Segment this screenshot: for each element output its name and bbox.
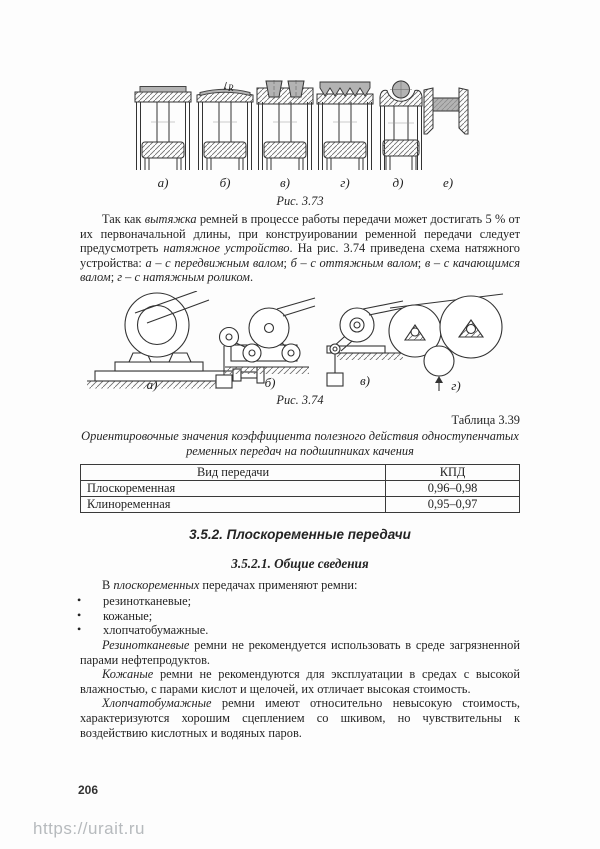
table-cell-type: Плоскоременная <box>81 480 386 496</box>
page-content <box>77 0 520 740</box>
bullet-marker: • <box>77 622 82 637</box>
fig373-caption: Рис. 3.73 <box>276 194 324 208</box>
radius-label: R <box>228 83 234 93</box>
list-item: • хлопчатобумажные. <box>77 622 209 638</box>
efficiency-table <box>80 464 520 513</box>
list-item: • кожаные; <box>77 607 153 623</box>
table-caption: Ориентировочные значения коэффициента полезного действия одноступенчатых ременных передач на подшипниках качения <box>81 428 519 458</box>
bullet-marker: • <box>77 593 82 608</box>
table-row <box>81 496 520 512</box>
pulley-section-d <box>380 80 422 170</box>
pulley-section-a <box>135 87 191 171</box>
fig374-label-g: г) <box>451 377 461 393</box>
column-header-kpd: КПД <box>386 464 520 480</box>
subsection-heading: 3.5.2.1. Общие сведения <box>231 555 369 571</box>
pulley-section-g <box>317 82 373 170</box>
bullet-marker: • <box>77 607 82 622</box>
fig373-label-b: б) <box>219 175 231 190</box>
table-cell-kpd: 0,95–0,97 <box>386 496 520 512</box>
fig373-label-e: е) <box>442 175 454 190</box>
paragraph-cotton: Хлопчатобумажные ремни имеют относительно невысокую стоимость, характеризуются хорошим сцеплением со шкивом, но чувствительны к воздействию кислотных и водяных паров. <box>80 696 520 740</box>
page-number: 206 <box>78 783 99 797</box>
fig374-label-a: а) <box>146 376 158 392</box>
table-cell-kpd: 0,96–0,98 <box>386 480 520 496</box>
table-number-label: Таблица 3.39 <box>451 412 520 427</box>
paragraph-tensioning: Так как вытяжка ремней в процессе работы передачи может достигать 5 % от их первоначальной длины, при конструировании ременной передачи следует предусмотреть натяжное устройство. На рис. 3.74 приведена схема натяжного устройства: а – с передвижным валом; б – с оттяжным валом; в – с качающимся валом; г – с натяжным роликом. <box>80 212 520 285</box>
paragraph-rubber-fabric: Резинотканевые ремни не рекомендуется использовать в среде загрязненной парами нефтепродуктов. <box>80 637 520 667</box>
table-header-row <box>81 464 520 480</box>
pulley-section-v <box>257 80 313 170</box>
watermark-url: https://urait.ru <box>33 819 145 838</box>
fig374-label-b: б) <box>264 374 276 390</box>
list-intro: В плоскоременных передачах применяют ремни: <box>102 577 358 592</box>
fig373-label-a: а) <box>157 175 169 190</box>
column-header-type: Вид передачи <box>81 464 386 480</box>
pulley-section-e <box>424 88 468 134</box>
fig373-label-g: г) <box>340 175 350 190</box>
table-cell-type: Клиноременная <box>81 496 386 512</box>
pulley-section-b <box>197 82 253 170</box>
table-row <box>81 480 520 496</box>
fig374-caption: Рис. 3.74 <box>276 392 324 407</box>
section-heading: 3.5.2. Плоскоременные передачи <box>189 526 411 542</box>
paragraph-leather: Кожаные ремни не рекомендуются для эксплуатации в средах с высокой влажностью, с парами кислот и щелочей, их отличает высокая стоимость. <box>80 667 520 696</box>
tensioning-devices-figure <box>85 291 515 393</box>
fig373-label-d: д) <box>392 175 404 190</box>
belt-types-list <box>77 593 520 638</box>
fig373-label-v: в) <box>280 175 290 190</box>
fig374-label-v: в) <box>360 372 370 388</box>
list-item: • резинотканевые; <box>77 593 192 609</box>
belt-cross-sections-figure <box>130 80 470 194</box>
tension-scheme-g <box>389 294 503 391</box>
